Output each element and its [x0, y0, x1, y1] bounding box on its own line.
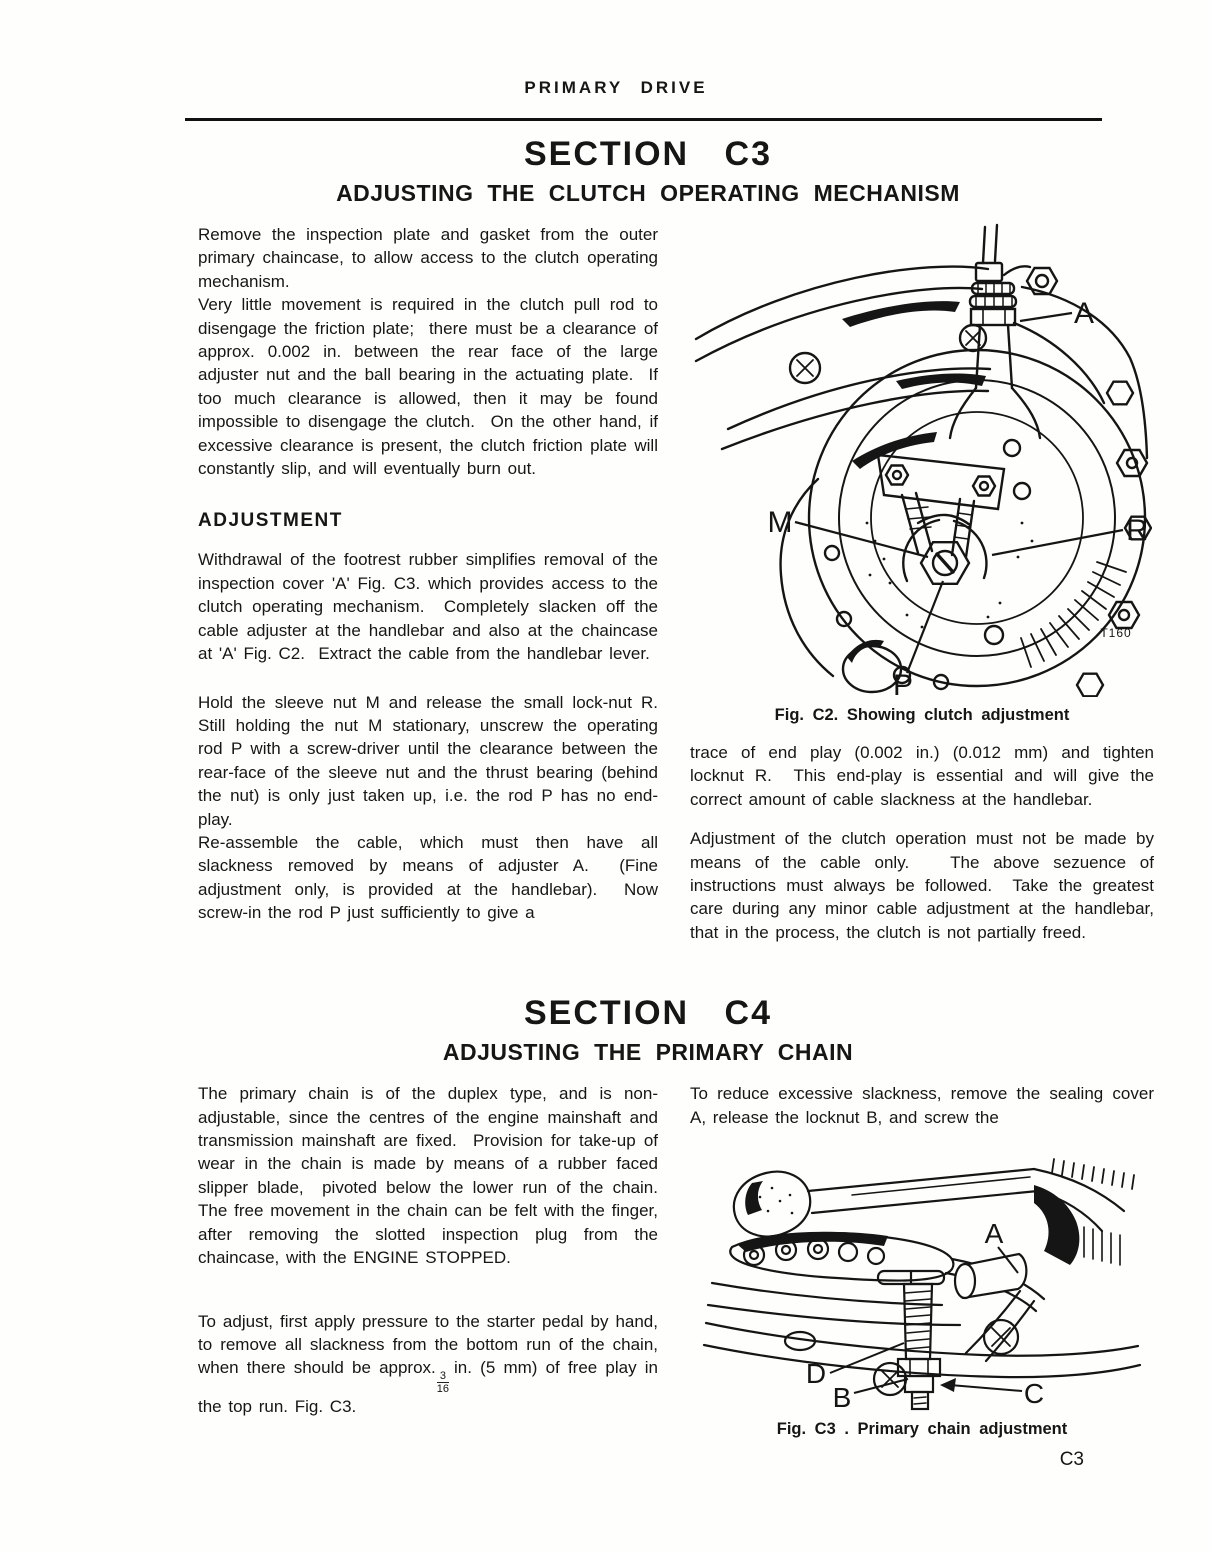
section-c3-title: SECTION C3 — [523, 135, 773, 173]
header-rule — [185, 118, 1102, 121]
fig-c2-plate-code: T160 — [1100, 626, 1132, 640]
page-footer — [198, 1449, 1154, 1471]
fig-c2-label-r: R — [1126, 514, 1148, 547]
section-c4-columns — [198, 1082, 1160, 1439]
section-c3-right-column — [690, 223, 1161, 944]
fraction-numerator: 3 — [439, 1370, 446, 1383]
section-c4-heading — [198, 994, 1098, 1066]
section-c4-title: SECTION C4 — [523, 994, 773, 1033]
primary-chain-adjustment-illustration — [702, 1153, 1142, 1411]
fig-c2-linework — [696, 225, 1151, 696]
paragraph-end-play: trace of end play (0.002 in.) (0.012 mm) and tighten locknut R. This end-play is essential and will give the correct amount of cable slackness at the handlebar. — [690, 743, 1161, 809]
paragraph-clutch-operation-warning: Adjustment of the clutch operation must not be made by means of the cable only. The above sezuence of instructions must always be followed. Take the greatest care during any minor cable adjustment at the handlebar, that in the process, the clutch is not partially freed. — [690, 829, 1161, 942]
paragraph-fragment-after-fraction: in. (5 mm) of free play in the top run. Fig. C3. — [198, 1358, 665, 1417]
fig-c2-label-m: M — [767, 506, 793, 539]
paragraph-reassemble-cable: Re-assemble the cable, which must then have all slackness removed by means of adjuster A. (Fine adjustment only, is provided at the handlebar). Now screw-in the rod P just sufficiently to give a — [198, 832, 665, 923]
fig-c3-label-c: C — [1023, 1378, 1045, 1410]
fig-c3-linework — [704, 1159, 1140, 1412]
fig-c3-label-b: B — [832, 1382, 852, 1412]
paragraph-clutch-pull-rod-clearance: Very little movement is required in the clutch pull rod to disengage the friction plate; there must be a clearance of approx. 0.002 in. between the rear face of the large adjuster nut and the ball bearing in the actuating plate. If too much clearance is allowed, then it may be found impossible to disengage the clutch. On the other hand, if excessive clearance is present, the clutch friction plate will constantly slip, and will eventually burn out. — [198, 295, 665, 479]
page-number: C3 — [1059, 1449, 1084, 1471]
fig-c3-label-d: D — [805, 1358, 827, 1390]
figure-c3 — [690, 1153, 1154, 1439]
section-c4-right-column — [690, 1082, 1160, 1439]
fraction-denominator: 16 — [436, 1383, 450, 1396]
paragraph-reduce-slackness: To reduce excessive slackness, remove the sealing cover A, release the locknut B, and screw the — [690, 1084, 1160, 1127]
fig-c2-callouts — [768, 297, 1148, 697]
figure-c2 — [690, 223, 1154, 725]
fig-c2-label-p: P — [892, 669, 914, 697]
paragraph-fragment-before-fraction: To adjust, first apply pressure to the starter pedal by hand, to remove all slackness from the bottom run of the chain, when there should be approx. — [198, 1311, 665, 1378]
section-c4-subtitle: ADJUSTING THE PRIMARY CHAIN — [442, 1039, 854, 1066]
page-header — [198, 78, 1154, 112]
section-c3-left-column — [198, 223, 672, 944]
fig-c3-label-a: A — [984, 1218, 1004, 1250]
paragraph-sleeve-nut: Hold the sleeve nut M and release the small lock-nut R. Still holding the nut M stationary, unscrew the operating rod P with a screw-driver until the clearance between the rear-face of the sleeve nut and the thrust bearing (behind the nut) is only just taken up, i.e. the rod P has no end-play. — [198, 692, 672, 829]
adjustment-subheading: ADJUSTMENT — [198, 510, 343, 532]
paragraph-duplex-chain: The primary chain is of the duplex type, and is non-adjustable, since the centres of the engine mainshaft and transmission mainshaft are fixed. Provision for take-up of wear in the chain is made by means of a rubber faced slipper blade, pivoted below the lower run of the chain. The free movement in the chain can be felt with the finger, after removing the slotted inspection plug from the chaincase, with the ENGINE STOPPED. — [198, 1084, 672, 1268]
section-c4-left-column — [198, 1082, 672, 1439]
fig-c2-label-a: A — [1073, 297, 1095, 330]
clutch-adjustment-illustration — [692, 223, 1152, 697]
page-content — [198, 78, 1161, 1471]
section-c3-columns — [198, 223, 1161, 944]
paragraph-remove-inspection-plate: Remove the inspection plate and gasket from the outer primary chaincase, to allow access to the clutch operating mechanism. — [198, 225, 665, 291]
paragraph-footrest-rubber: Withdrawal of the footrest rubber simplifies removal of the inspection cover 'A' Fig. C3. which provides access to the clutch operating mechanism. Completely slacken off the cable adjuster at the handlebar and also at the chaincase at 'A' Fig. C2. Extract the cable from the handlebar lever. — [198, 550, 665, 664]
fraction-three-sixteenths — [437, 1371, 449, 1395]
running-header-title: PRIMARY DRIVE — [524, 78, 708, 97]
section-c3-heading — [198, 135, 1098, 207]
section-c3-subtitle: ADJUSTING THE CLUTCH OPERATING MECHANISM — [336, 180, 960, 206]
fig-c3-caption: Fig. C3 . Primary chain adjustment — [776, 1420, 1068, 1439]
paragraph-adjust-starter-pedal — [198, 1310, 665, 1419]
fig-c2-caption: Fig. C2. Showing clutch adjustment — [774, 706, 1070, 724]
